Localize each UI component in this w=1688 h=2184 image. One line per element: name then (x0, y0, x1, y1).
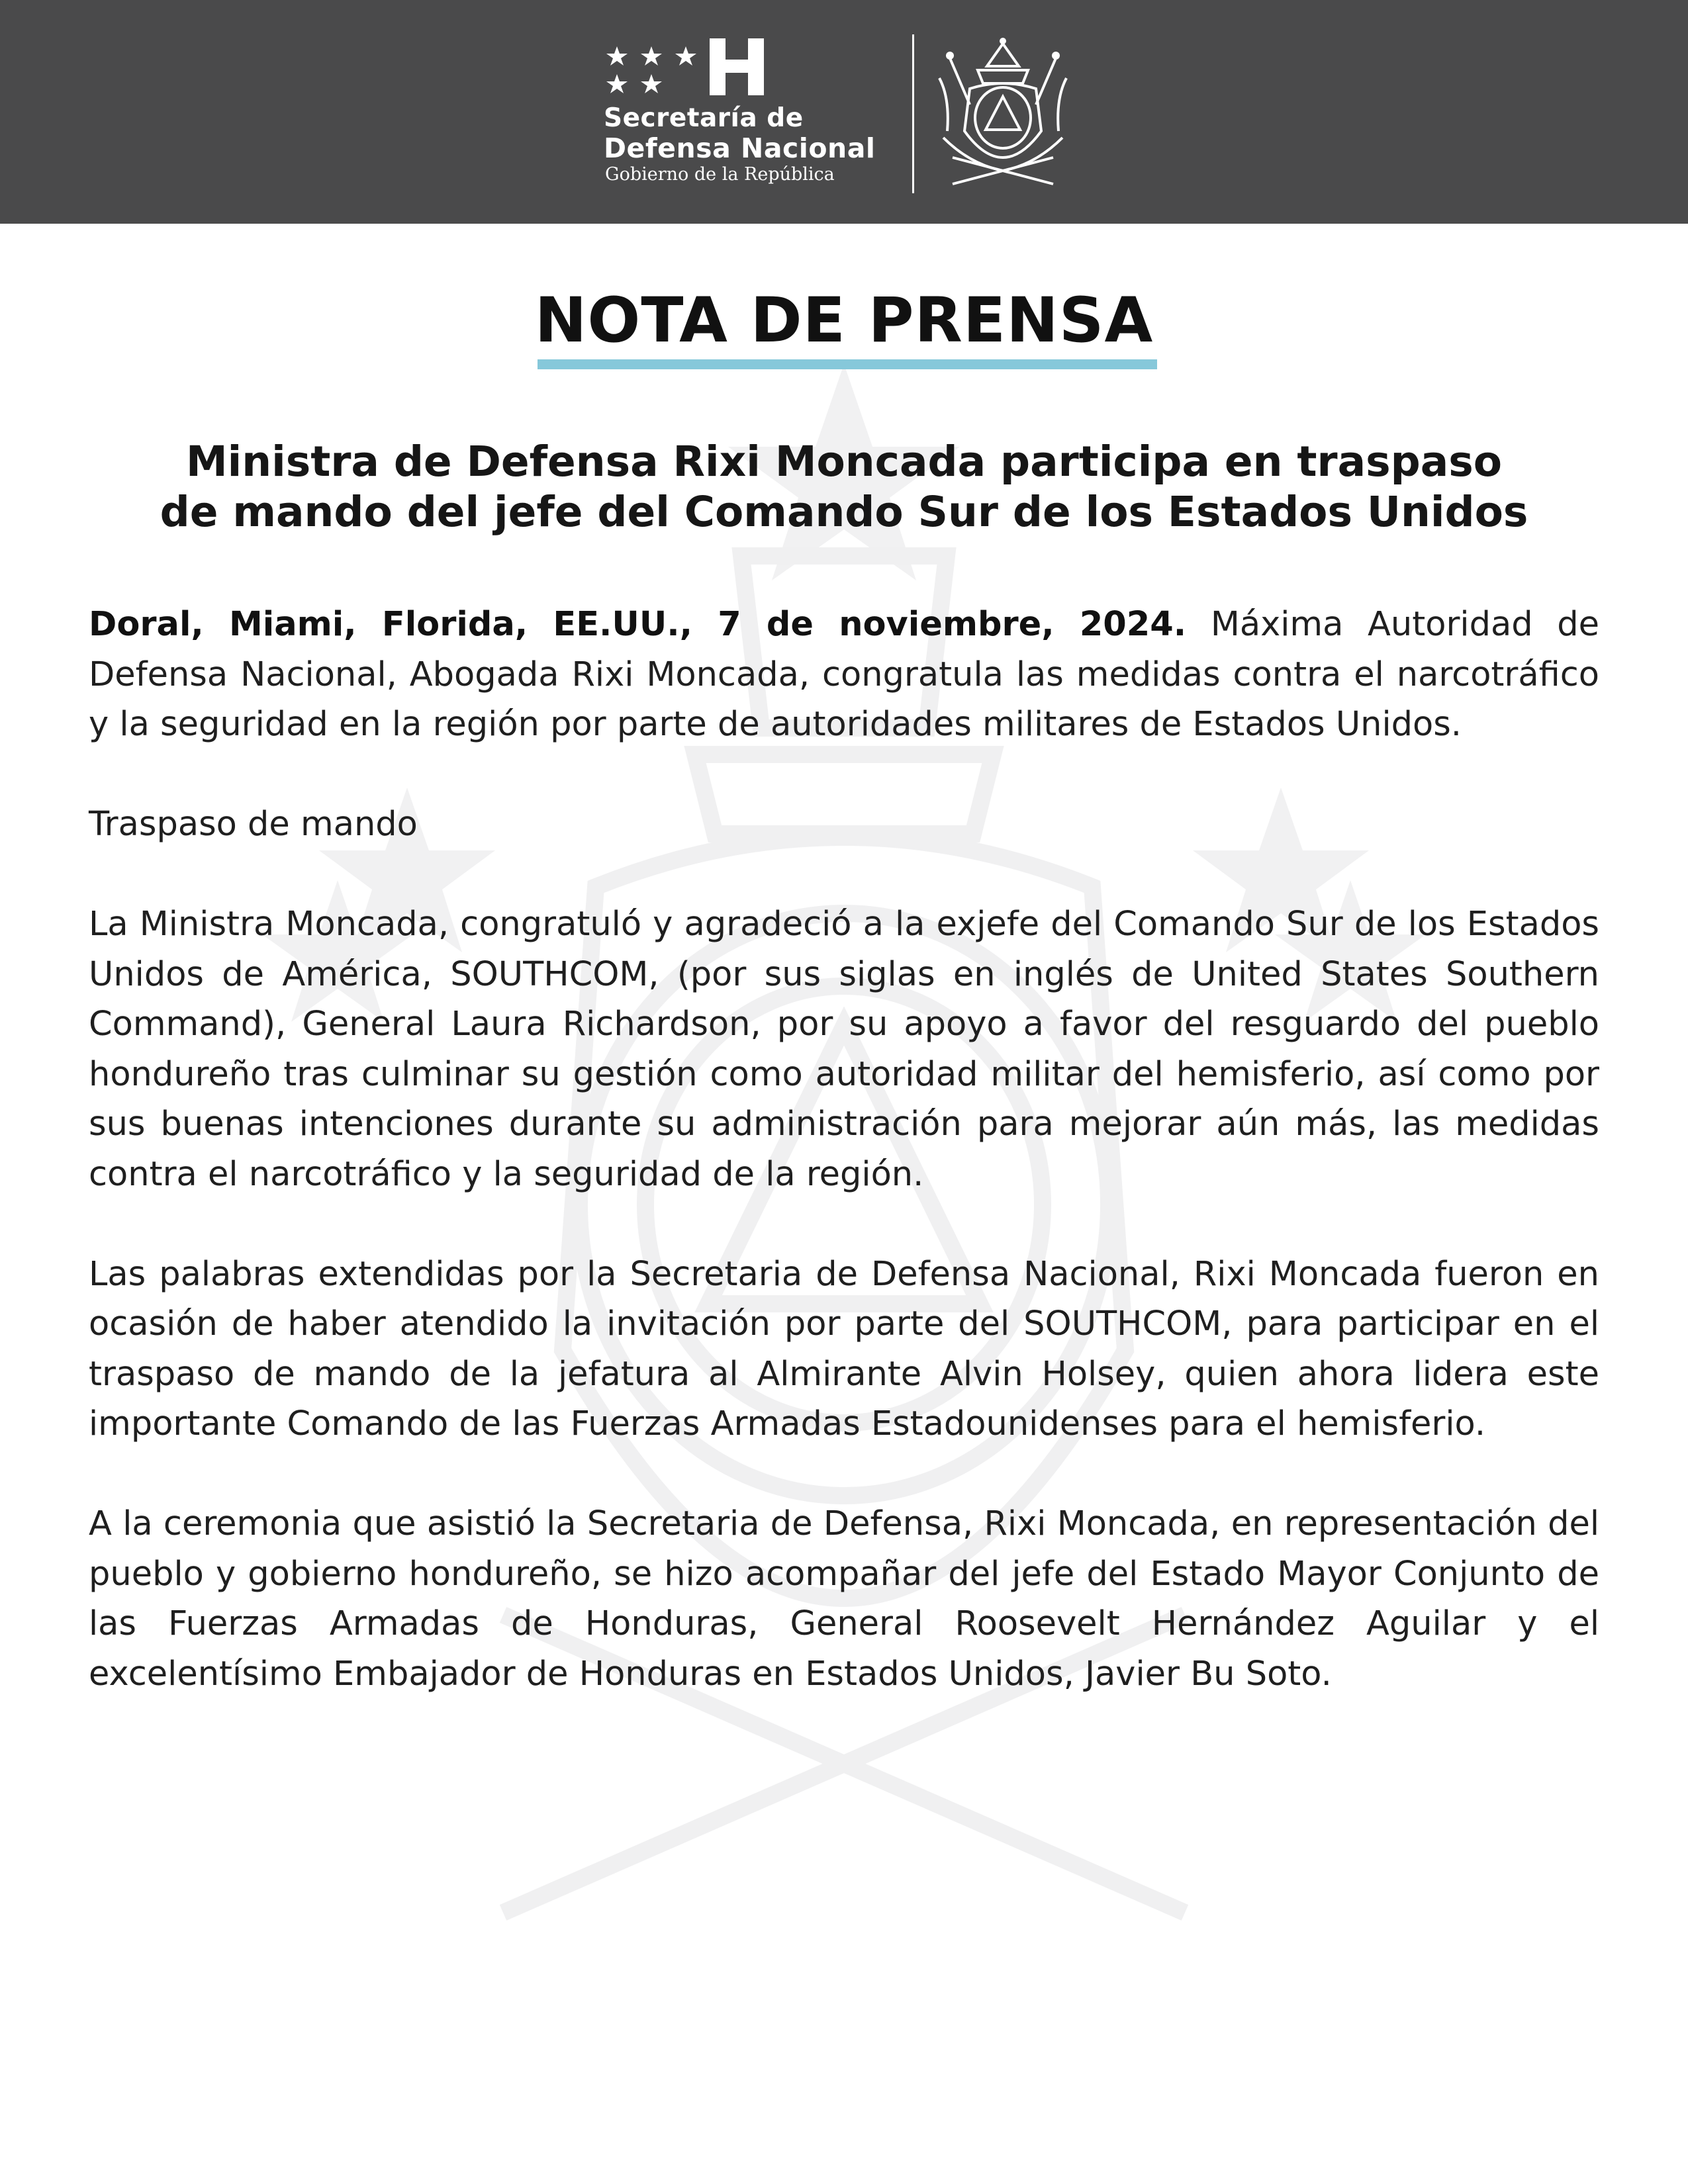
headline-line-2: de mando del jefe del Comando Sur de los Estados Unidos (160, 488, 1528, 536)
title-underline (538, 359, 1157, 369)
agency-name-line-1: Secretaría de (604, 103, 804, 133)
paragraph-2: La Ministra Moncada, congratuló y agradeció a la exjefe del Comando Sur de los Estados Unidos de América, SOUTHCOM, (por sus siglas en inglés de United States Southern Command), General Laura Richardson, por su apoyo a favor del resguardo del pueblo hondureño tras culminar su gestión como autoridad militar del hemisferio, así como por sus buenas intenciones durante su administración para mejorar aún más, las medidas contra el narcotráfico y la seguridad de la región. (89, 905, 1599, 1194)
paragraph-3: Las palabras extendidas por la Secretaria de Defensa Nacional, Rixi Moncada fueron en ocasión de haber atendido la invitación por parte del SOUTHCOM, para participar en el traspaso de mando de la jefatura al Almirante Alvin Holsey, quien ahora lidera este importante Comando de las Fuerzas Armadas Estadounidenses para el hemisferio. (89, 1254, 1599, 1443)
headline-line-1: Ministra de Defensa Rixi Moncada participa en traspaso (185, 437, 1503, 486)
page-title: NOTA DE PRENSA (534, 285, 1154, 357)
agency-name-line-2: Defensa Nacional (604, 132, 876, 164)
lead-paragraph (89, 600, 1599, 750)
headline (66, 437, 1622, 537)
logo-divider (912, 34, 914, 193)
dateline: Doral, Miami, Florida, EE.UU., 7 de noviembre, 2024. (89, 605, 1187, 644)
section-heading: Traspaso de mando (89, 805, 418, 844)
five-stars-icon (604, 40, 703, 99)
paragraph-4: A la ceremonia que asistió la Secretaria de Defensa, Rixi Moncada, en representación del pueblo y gobierno hondureño, se hizo acompañar del jefe del Estado Mayor Conjunto de las Fuerzas Armadas de Honduras, General Roosevelt Hernández Aguilar y el excelentísimo Embajador de Honduras en Estados Unidos, Javier Bu Soto. (89, 1504, 1599, 1694)
coat-of-arms-icon (923, 32, 1082, 196)
h-letter-icon (708, 37, 765, 97)
government-subtitle: Gobierno de la República (605, 164, 835, 185)
agency-logo (604, 34, 915, 193)
lead-text: Máxima Autoridad de Defensa Nacional, Abogada Rixi Moncada, congratula las medidas contra el narcotráfico y la seguridad en la región por parte de autoridades militares de Estados Unidos. (89, 605, 1599, 744)
header-band (0, 0, 1688, 224)
article-body (89, 600, 1599, 1699)
